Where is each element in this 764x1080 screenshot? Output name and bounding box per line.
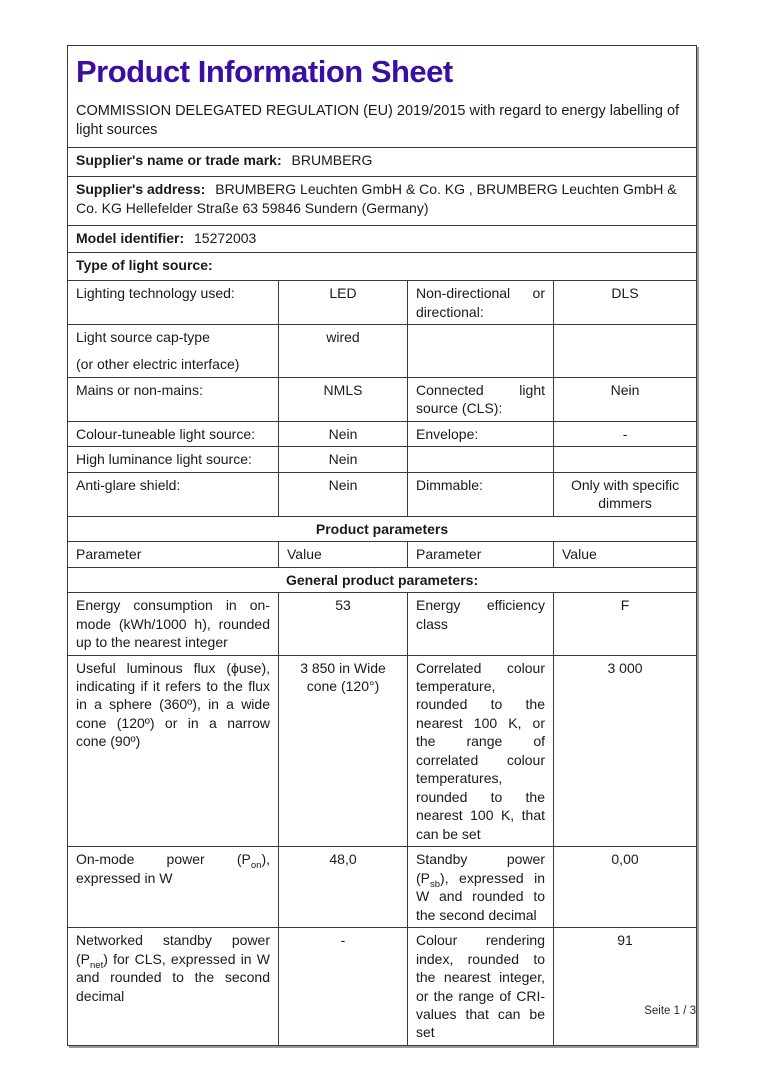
page-number: Seite 1 / 3 bbox=[644, 1005, 696, 1017]
model-identifier-cell bbox=[68, 226, 697, 253]
param-label: Energy efficiency class bbox=[408, 593, 554, 655]
param-value: Only with specific dimmers bbox=[554, 472, 697, 516]
page-title: Product Information Sheet bbox=[76, 54, 453, 89]
type-heading: Type of light source: bbox=[68, 253, 697, 281]
param-label: Mains or non-mains: bbox=[68, 377, 279, 421]
param-value: wired bbox=[279, 324, 408, 377]
param-value: - bbox=[554, 421, 697, 446]
param-value: F bbox=[554, 593, 697, 655]
cap-type-line1: Light source cap-type bbox=[76, 328, 210, 345]
param-label: High luminance light source: bbox=[68, 447, 279, 472]
supplier-name-label: Supplier's name or trade mark: bbox=[76, 152, 282, 169]
subscript: sb bbox=[430, 878, 441, 890]
param-label: Anti-glare shield: bbox=[68, 472, 279, 516]
param-label: Non-directional or directional: bbox=[408, 281, 554, 325]
param-value: 0,00 bbox=[554, 847, 697, 928]
product-info-table bbox=[67, 45, 697, 1046]
param-value: Nein bbox=[279, 421, 408, 446]
param-label: Useful luminous flux (ϕuse), indicating if it refers to the flux in a sphere (360º), in a wide cone (120º) or in a narrow cone (90º) bbox=[68, 655, 279, 847]
param-label bbox=[408, 447, 554, 472]
param-label: Networked standby power $(P_{net})$ for CLS, expressed in W and rounded to the second decimal bbox=[68, 928, 279, 1046]
param-value: Nein bbox=[279, 472, 408, 516]
param-label: Connected light source (CLS): bbox=[408, 377, 554, 421]
supplier-address-value: BRUMBERG Leuchten GmbH & Co. KG , BRUMBERG Leuchten GmbH & Co. KG Hellefelder Straße 63 59846 Sundern (Germany) bbox=[76, 181, 677, 216]
supplier-name-row bbox=[68, 148, 697, 177]
column-header: Value bbox=[554, 542, 697, 567]
general-parameters-heading-row bbox=[68, 567, 697, 592]
type-heading-row bbox=[68, 253, 697, 281]
column-header: Parameter bbox=[68, 542, 279, 567]
param-label: Colour-tuneable light source: bbox=[68, 421, 279, 446]
table-row-networked-standby bbox=[68, 928, 697, 1046]
subscript: net bbox=[90, 959, 104, 971]
param-label: Colour rendering index, rounded to the nearest integer, or the range of CRI-values that can be set bbox=[408, 928, 554, 1046]
table-row-mains bbox=[68, 377, 697, 421]
param-value: 53 bbox=[279, 593, 408, 655]
column-header: Value bbox=[279, 542, 408, 567]
param-value: - bbox=[279, 928, 408, 1046]
param-value bbox=[554, 324, 697, 377]
param-label bbox=[408, 324, 554, 377]
model-identifier-value: 15272003 bbox=[194, 230, 257, 247]
param-value: 3 850 in Wide cone (120°) bbox=[279, 655, 408, 847]
param-label: Dimmable: bbox=[408, 472, 554, 516]
column-header: Parameter bbox=[408, 542, 554, 567]
product-parameters-heading-row bbox=[68, 516, 697, 541]
param-value: 91 bbox=[554, 928, 697, 1046]
subscript: on bbox=[250, 860, 262, 872]
table-row-high-luminance bbox=[68, 447, 697, 472]
param-label: Envelope: bbox=[408, 421, 554, 446]
table-row-anti-glare bbox=[68, 472, 697, 516]
general-parameters-heading: General product parameters: bbox=[68, 567, 697, 592]
table-row-cap-type bbox=[68, 324, 697, 377]
param-label: On-mode power $(P_{on})$, expressed in W bbox=[68, 847, 279, 928]
supplier-name-value: BRUMBERG bbox=[291, 152, 373, 169]
param-value: NMLS bbox=[279, 377, 408, 421]
title-row bbox=[68, 46, 697, 148]
param-value bbox=[554, 447, 697, 472]
param-value: DLS bbox=[554, 281, 697, 325]
cap-type-line2: (or other electric interface) bbox=[76, 356, 240, 373]
product-parameters-heading: Product parameters bbox=[68, 516, 697, 541]
param-label: Correlated colour temperature, rounded to the nearest 100 K, or the range of correlated colour temperatures, rounded to the nearest 100 K, that can be set bbox=[408, 655, 554, 847]
table-row-colour-tuneable bbox=[68, 421, 697, 446]
param-value: 3 000 bbox=[554, 655, 697, 847]
supplier-address-label: Supplier's address: bbox=[76, 181, 206, 198]
supplier-address-cell bbox=[68, 177, 697, 226]
param-value: LED bbox=[279, 281, 408, 325]
model-identifier-label: Model identifier: bbox=[76, 230, 185, 247]
table-row-luminous-flux bbox=[68, 655, 697, 847]
param-label: Energy consumption in on-mode (kWh/1000 h), rounded up to the nearest integer bbox=[68, 593, 279, 655]
supplier-name-cell bbox=[68, 148, 697, 177]
model-identifier-row bbox=[68, 226, 697, 253]
param-label: Lighting technology used: bbox=[68, 281, 279, 325]
param-value: Nein bbox=[554, 377, 697, 421]
table-row-on-mode-power bbox=[68, 847, 697, 928]
regulation-subtitle: COMMISSION DELEGATED REGULATION (EU) 2019/2015 with regard to energy labelling of light sources bbox=[76, 102, 680, 139]
table-row-lighting-technology bbox=[68, 281, 697, 325]
column-header-row bbox=[68, 542, 697, 567]
title-cell bbox=[68, 46, 697, 148]
param-value: Nein bbox=[279, 447, 408, 472]
supplier-address-row bbox=[68, 177, 697, 226]
param-value: 48,0 bbox=[279, 847, 408, 928]
table-row-energy-consumption bbox=[68, 593, 697, 655]
param-label: Standby power $(P_{sb})$, expressed in W and rounded to the second decimal bbox=[408, 847, 554, 928]
param-label bbox=[68, 324, 279, 377]
